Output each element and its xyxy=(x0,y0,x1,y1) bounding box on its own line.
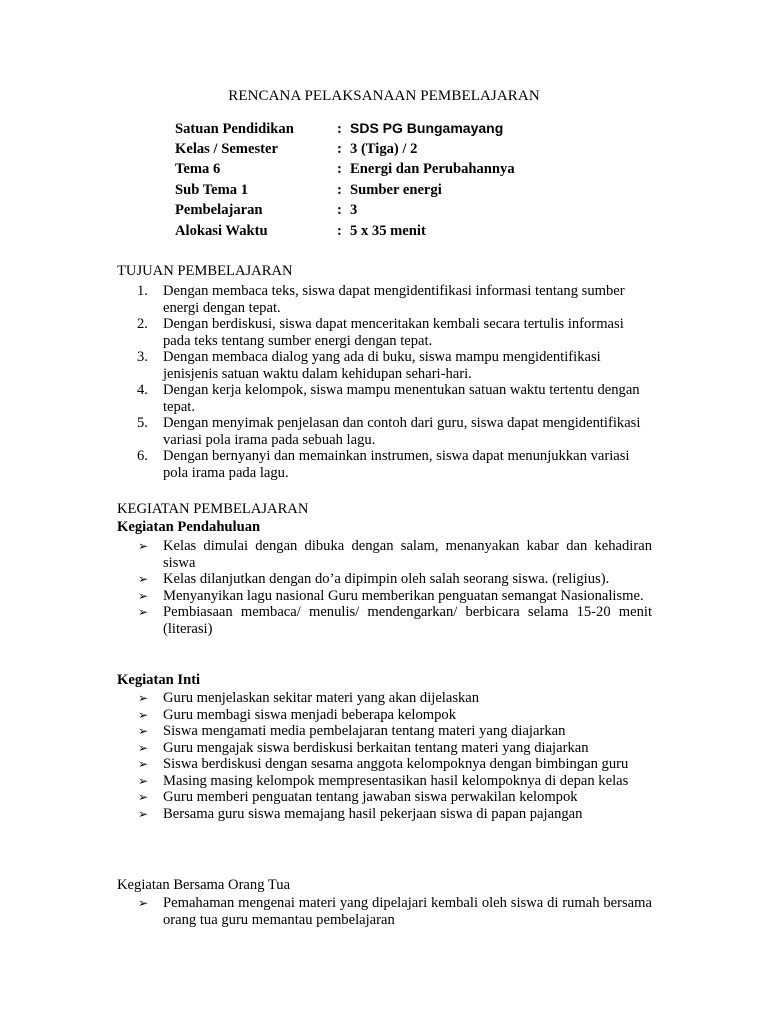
list-item xyxy=(117,806,652,823)
list-item xyxy=(117,571,652,588)
info-value: 5 x 35 menit xyxy=(350,222,426,239)
info-label: Alokasi Waktu xyxy=(175,222,268,239)
arrow-bullet-icon: ➢ xyxy=(138,724,149,738)
arrow-bullet-icon: ➢ xyxy=(138,740,149,755)
list-number: 4. xyxy=(137,382,148,398)
arrow-bullet-icon: ➢ xyxy=(138,588,149,603)
info-colon: : xyxy=(337,181,342,198)
list-item xyxy=(117,538,652,571)
list-text: Siswa berdiskusi dengan sesama anggota kelompoknya dengan bimbingan guru xyxy=(163,756,629,772)
arrow-bullet-icon: ➢ xyxy=(138,790,149,804)
list-item xyxy=(117,789,652,806)
tujuan-heading: TUJUAN PEMBELAJARAN xyxy=(117,263,293,279)
page-title: RENCANA PELAKSANAAN PEMBELAJARAN xyxy=(228,88,540,104)
inti-list xyxy=(117,690,652,822)
list-text: Dengan membaca teks, siswa dapat mengidentifikasi informasi tentang sumber energi dengan tepat. xyxy=(163,283,625,316)
list-number: 5. xyxy=(137,415,148,431)
list-item xyxy=(117,690,652,707)
info-colon: : xyxy=(337,140,342,157)
info-label: Tema 6 xyxy=(175,161,221,177)
info-row xyxy=(175,139,515,160)
list-number: 1. xyxy=(137,283,148,299)
list-item xyxy=(117,707,652,724)
list-item xyxy=(117,773,652,790)
arrow-bullet-icon: ➢ xyxy=(138,757,149,771)
arrow-bullet-icon: ➢ xyxy=(138,707,149,722)
list-text: Dengan bernyanyi dan memainkan instrumen, siswa dapat menunjukkan variasi pola irama pada lagu. xyxy=(163,448,630,481)
info-value: 3 (Tiga) / 2 xyxy=(350,140,418,157)
list-item xyxy=(117,448,652,481)
info-row xyxy=(175,221,515,242)
list-text: Pembiasaan membaca/ menulis/ mendengarkan/ berbicara selama 15-20 menit (literasi) xyxy=(163,604,652,637)
list-number: 2. xyxy=(137,316,148,332)
arrow-bullet-icon: ➢ xyxy=(138,806,149,821)
info-row xyxy=(175,159,515,180)
list-item xyxy=(117,723,652,740)
orang-tua-list xyxy=(117,895,652,928)
info-colon: : xyxy=(337,222,342,239)
list-number: 6. xyxy=(137,448,148,464)
list-text: Menyanyikan lagu nasional Guru memberikan penguatan semangat Nasionalisme. xyxy=(163,587,644,604)
inti-heading: Kegiatan Inti xyxy=(117,672,201,688)
arrow-bullet-icon: ➢ xyxy=(138,572,149,586)
arrow-bullet-icon: ➢ xyxy=(138,773,149,788)
orang-tua-heading: Kegiatan Bersama Orang Tua xyxy=(117,877,291,893)
list-item xyxy=(117,604,652,637)
list-item xyxy=(117,895,652,928)
list-item xyxy=(117,415,652,448)
arrow-bullet-icon: ➢ xyxy=(138,539,149,553)
list-item xyxy=(117,349,652,382)
list-item xyxy=(117,316,652,349)
list-text: Pemahaman mengenai materi yang dipelajari kembali oleh siswa di rumah bersama orang tua guru memantau pembelajaran xyxy=(163,895,652,928)
arrow-bullet-icon: ➢ xyxy=(138,691,149,705)
info-colon: : xyxy=(337,121,342,137)
info-row xyxy=(175,180,515,201)
list-text: Dengan menyimak penjelasan dan contoh dari guru, siswa dapat mengidentifikasi variasi pola irama pada sebuah lagu. xyxy=(163,415,641,448)
list-text: Kelas dimulai dengan dibuka dengan salam, menanyakan kabar dan kehadiran siswa xyxy=(163,538,652,571)
tujuan-section xyxy=(117,262,652,481)
info-value: Sumber energi xyxy=(350,181,442,198)
pendahuluan-list xyxy=(117,538,652,637)
list-item xyxy=(117,588,652,605)
list-text: Guru menjelaskan sekitar materi yang akan dijelaskan xyxy=(163,690,480,706)
list-text: Guru memberi penguatan tentang jawaban siswa perwakilan kelompok xyxy=(163,789,578,805)
list-text: Dengan berdiskusi, siswa dapat menceritakan kembali secara tertulis informasi pada teks tentang sumber energi dengan tepat. xyxy=(163,316,624,349)
list-text: Guru membagi siswa menjadi beberapa kelompok xyxy=(163,706,457,723)
list-text: Dengan kerja kelompok, siswa mampu menentukan satuan waktu tertentu dengan tepat. xyxy=(163,382,640,415)
arrow-bullet-icon: ➢ xyxy=(138,896,149,910)
list-item xyxy=(117,740,652,757)
pendahuluan-heading: Kegiatan Pendahuluan xyxy=(117,519,261,535)
info-value: 3 xyxy=(350,202,358,218)
info-label: Kelas / Semester xyxy=(175,140,278,157)
list-item xyxy=(117,756,652,773)
info-colon: : xyxy=(337,202,342,218)
list-item xyxy=(117,382,652,415)
list-text: Kelas dilanjutkan dengan do’a dipimpin oleh salah seorang siswa. (religius). xyxy=(163,571,610,587)
kegiatan-heading: KEGIATAN PEMBELAJARAN xyxy=(117,501,309,517)
kegiatan-section xyxy=(117,500,652,637)
info-row xyxy=(175,118,515,139)
list-text: Bersama guru siswa memajang hasil pekerjaan siswa di papan pajangan xyxy=(163,805,583,822)
list-number: 3. xyxy=(137,349,148,365)
identity-table xyxy=(175,118,515,241)
info-row xyxy=(175,200,515,221)
inti-section xyxy=(117,671,652,822)
orang-tua-section xyxy=(117,876,652,928)
info-colon: : xyxy=(337,161,342,177)
arrow-bullet-icon: ➢ xyxy=(138,605,149,619)
list-text: Siswa mengamati media pembelajaran tentang materi yang diajarkan xyxy=(163,723,566,739)
tujuan-list xyxy=(117,283,652,481)
list-item xyxy=(117,283,652,316)
info-value: SDS PG Bungamayang xyxy=(350,120,504,136)
list-text: Masing masing kelompok mempresentasikan hasil kelompoknya di depan kelas xyxy=(163,772,629,789)
list-text: Guru mengajak siswa berdiskusi berkaitan tentang materi yang diajarkan xyxy=(163,739,589,756)
list-text: Dengan membaca dialog yang ada di buku, siswa mampu mengidentifikasi jenisjenis satuan waktu dalam kehidupan sehari-hari. xyxy=(163,349,601,382)
info-label: Pembelajaran xyxy=(175,202,263,218)
info-label: Satuan Pendidikan xyxy=(175,121,294,137)
info-value: Energi dan Perubahannya xyxy=(350,161,515,177)
info-label: Sub Tema 1 xyxy=(175,181,249,198)
